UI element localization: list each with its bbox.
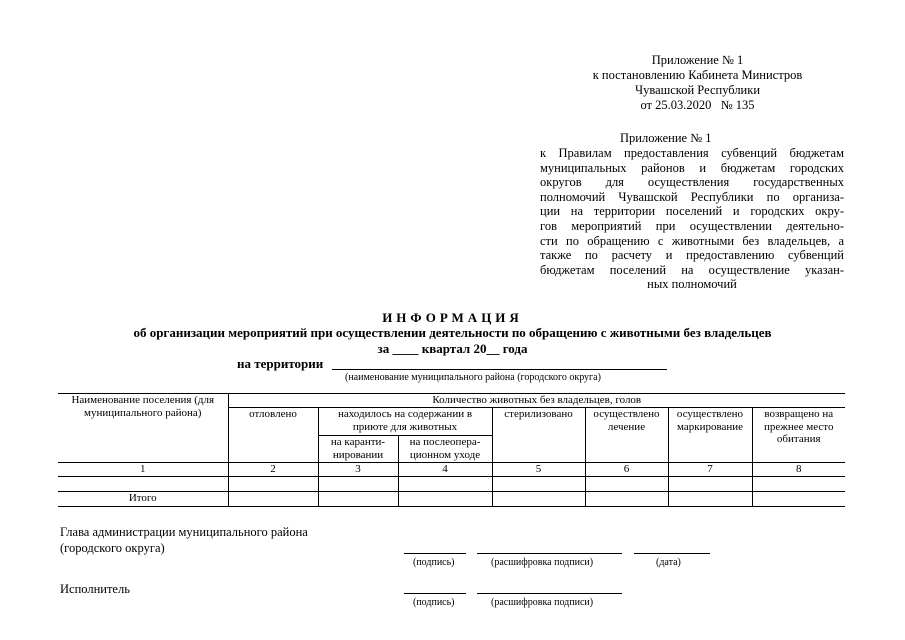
document-title: ИНФОРМАЦИЯ <box>382 310 523 325</box>
head-decoding-field[interactable] <box>477 553 622 554</box>
col-header-quarantine: на каранти-нировании <box>318 436 398 463</box>
col-number: 8 <box>752 463 845 477</box>
table-cell[interactable] <box>228 477 318 492</box>
head-signature-field[interactable] <box>404 553 466 554</box>
table-cell[interactable] <box>668 492 752 507</box>
col-header-postop: на послеопера-ционном уходе <box>398 436 492 463</box>
col-number: 6 <box>585 463 668 477</box>
appendix2-line: сти по обращению с животными без владельцев, а <box>540 233 844 248</box>
date-hint: (дата) <box>656 557 681 568</box>
info-table <box>58 393 845 507</box>
col-header-settlement: Наименование поселения (для муниципального района) <box>58 394 228 463</box>
table-cell[interactable] <box>398 492 492 507</box>
col-number: 4 <box>398 463 492 477</box>
group-header: Количество животных без владельцев, голов <box>228 394 845 408</box>
col-number: 2 <box>228 463 318 477</box>
appendix2-line: ции на территории поселений и городских окру- <box>540 204 844 219</box>
col-number: 1 <box>58 463 228 477</box>
table-cell[interactable] <box>752 492 845 507</box>
table-cell[interactable] <box>398 477 492 492</box>
decoding-hint: (расшифровка подписи) <box>491 557 594 568</box>
table-cell[interactable] <box>752 477 845 492</box>
appendix2-text <box>540 146 844 292</box>
col-header-treatment: осуществлено лечение <box>585 408 668 463</box>
appendix2-line: бюджетам поселений на осуществление указан- <box>540 262 844 277</box>
col-header-sterilized: стерилизовано <box>492 408 585 463</box>
table-cell[interactable] <box>318 477 398 492</box>
appendix2-line: к Правилам предоставления субвенций бюджетам <box>540 146 844 160</box>
territory-field[interactable] <box>332 369 667 370</box>
appendix2-title: Приложение № 1 <box>620 131 712 145</box>
signature-hint: (подпись) <box>413 557 455 568</box>
head-title-2: (городского округа) <box>60 541 165 555</box>
decoding-hint: (расшифровка подписи) <box>491 597 594 608</box>
territory-label: на территории <box>237 356 324 371</box>
col-number: 5 <box>492 463 585 477</box>
signature-hint: (подпись) <box>413 597 455 608</box>
appendix-header <box>560 53 835 113</box>
document-subtitle: об организации мероприятий при осуществлении деятельности по обращению с животными без владельцев <box>133 325 772 340</box>
table-cell[interactable] <box>58 477 228 492</box>
total-row <box>58 492 845 507</box>
appendix-line: Чувашской Республики <box>634 83 761 97</box>
appendix-line: к постановлению Кабинета Министров <box>592 68 803 82</box>
executor-label: Исполнитель <box>60 582 130 596</box>
col-header-captured: отловлено <box>228 408 318 463</box>
col-number: 3 <box>318 463 398 477</box>
executor-decoding-field[interactable] <box>477 593 622 594</box>
appendix2-line: гов мероприятий при осуществлении деятельно- <box>540 218 844 233</box>
executor-signature-field[interactable] <box>404 593 466 594</box>
table-cell[interactable] <box>492 492 585 507</box>
table-cell[interactable] <box>228 492 318 507</box>
col-header-marking: осуществлено маркирование <box>668 408 752 463</box>
table-cell[interactable] <box>585 492 668 507</box>
total-label: Итого <box>58 492 228 507</box>
table-cell[interactable] <box>585 477 668 492</box>
appendix2-line: муниципальных районов и бюджетам городских <box>540 160 844 175</box>
appendix-line: от 25.03.2020 № 135 <box>640 98 755 112</box>
head-title: Глава администрации муниципального района <box>60 525 308 539</box>
table-cell[interactable] <box>318 492 398 507</box>
col-number: 7 <box>668 463 752 477</box>
document-period: за ____ квартал 20__ года <box>377 341 528 356</box>
table-cell[interactable] <box>492 477 585 492</box>
appendix2-line: также по расчету и предоставлению субвенций <box>540 248 844 263</box>
head-date-field[interactable] <box>634 553 710 554</box>
appendix2-line: округов для осуществления государственных <box>540 175 844 190</box>
appendix-line: Приложение № 1 <box>651 53 744 67</box>
appendix2-line: полномочий Чувашской Республики по организа- <box>540 189 844 204</box>
appendix2-line: ных полномочий <box>647 277 737 292</box>
territory-hint: (наименование муниципального района (городского округа) <box>345 372 601 383</box>
col-header-shelter: находилось на содержании в приюте для животных <box>318 408 492 436</box>
table-row <box>58 477 845 492</box>
col-header-returned: возвращено на прежнее место обитания <box>752 408 845 463</box>
table-cell[interactable] <box>668 477 752 492</box>
